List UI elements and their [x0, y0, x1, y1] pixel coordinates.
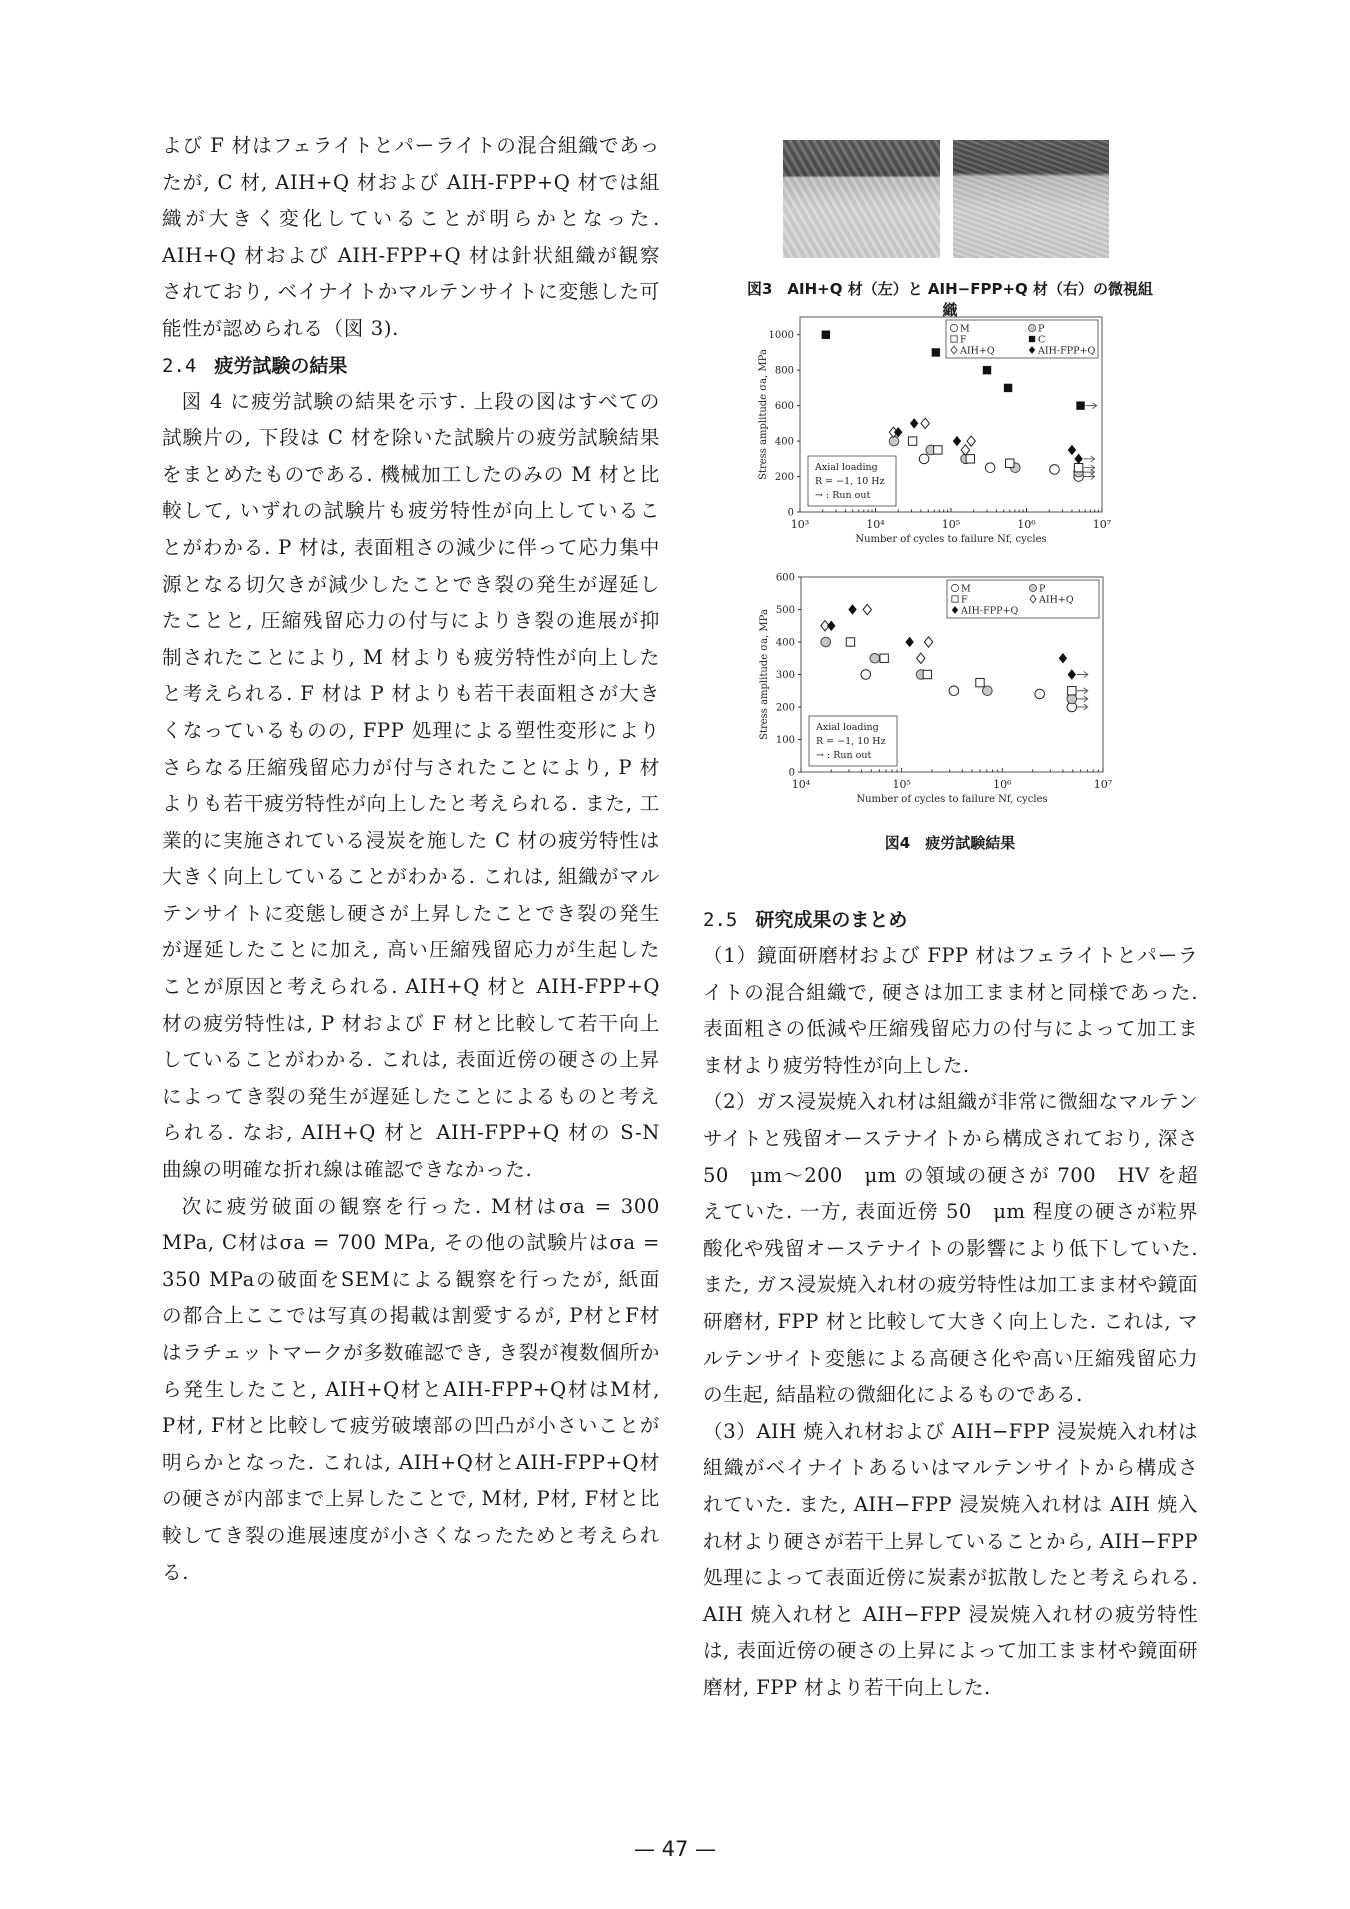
y-tick-label: 800	[774, 365, 794, 377]
legend-marker-icon	[1029, 584, 1036, 591]
data-point	[1035, 689, 1045, 699]
data-point	[870, 653, 880, 663]
legend-label: AIH-FPP+Q	[961, 605, 1019, 617]
micrograph-aih-q	[783, 140, 940, 258]
runout-arrow-icon	[1086, 403, 1097, 409]
legend-label: F	[961, 594, 968, 606]
runout-arrow-icon	[1084, 469, 1095, 475]
section-heading-2-5	[703, 902, 1198, 938]
data-point	[976, 678, 984, 686]
series-f	[908, 437, 1094, 472]
figure-3-caption: 図3 AIH+Q 材（左）と AIH−FPP+Q 材（右）の微視組織	[746, 280, 1154, 319]
legend-label: AIH+Q	[1039, 594, 1074, 606]
annotation-line: R = −1, 10 Hz	[815, 476, 885, 487]
series-f	[846, 638, 1088, 695]
data-point	[910, 418, 918, 428]
y-tick-label: 400	[774, 436, 794, 448]
data-point	[863, 604, 871, 614]
x-tick-label: 10⁴	[866, 518, 885, 531]
data-point	[889, 436, 899, 446]
annotation-line: → : Run out	[816, 750, 872, 761]
data-point	[917, 653, 925, 663]
legend-label: F	[960, 334, 967, 346]
legend-marker	[951, 336, 957, 342]
x-tick-label: 10⁷	[1093, 778, 1113, 791]
y-tick-label: 0	[787, 507, 794, 519]
micrograph-aih-fpp-q	[953, 140, 1109, 258]
y-tick-label: 1000	[768, 330, 794, 342]
runout-arrow-icon	[1084, 474, 1095, 480]
x-tick-label: 10⁵	[941, 518, 961, 531]
legend-marker-icon	[1028, 324, 1035, 331]
paragraph-fatigue-results: 図 4 に疲労試験の結果を示す. 上段の図はすべての試験片の, 下段は C 材を除いた試験片の疲労試験結果をまとめたものである. 機械加工したのみの M 材と比較して, いずれの試験片も疲労特性が向上していることがわかる. P 材は, 表面粗さの減少に伴って応力集中源となる切欠きが減少したことでき裂の発生が遅延したことと, 圧縮残留応力の付与によりき裂の進展が抑制されたことにより, M 材よりも疲労特性が向上したと考えられる. F 材は P 材よりも若干表面粗さが大きくなっているものの, FPP 処理による塑性変形によりさらなる圧縮残留応力が付与されたことにより, P 材よりも若干疲労特性が向上したと考えられる. また, 工業的に実施されている浸炭を施した C 材の疲労特性は大きく向上していることがわかる. これは, 組織がマルテンサイトに変態し硬さが上昇したことでき裂の発生が遅延したことに加え, 高い圧縮残留応力が生起したことが原因と考えられる. AIH+Q 材と AIH-FPP+Q 材の疲労特性は, P 材および F 材と比較して若干向上していることがわかる. これは, 表面近傍の硬さの上昇によってき裂の発生が遅延したことによるものと考えられる. なお, AIH+Q 材と AIH-FPP+Q 材の S-N 曲線の明確な折れ線は確認できなかった.	[162, 389, 660, 1182]
legend-marker-icon	[952, 596, 958, 602]
data-point	[921, 418, 929, 428]
data-point	[985, 463, 995, 473]
legend-marker-icon	[951, 584, 958, 591]
legend-label: P	[1039, 583, 1046, 595]
summary-item-2: （2）ガス浸炭焼入れ材は組織が非常に微細なマルテンサイトと残留オーステナイトから構成されており, 深さ 50 μm～200 μm の領域の硬さが 700 HV を超えていた. 一方, 表面近傍 50 μm 程度の硬さが粒界酸化や残留オーステナイトの影響により低下していた. また, ガス浸炭焼入れ材の疲労特性は加工まま材や鏡面研磨材, FPP 材と比較して大きく向上した. これは, マルテンサイト変態による高硬さ化や高い圧縮残留応力の生起, 結晶粒の微細化によるものである.	[703, 1090, 1198, 1407]
legend-marker	[1029, 336, 1035, 342]
data-point	[880, 654, 888, 662]
legend-marker	[951, 584, 958, 591]
y-tick-label: 200	[774, 472, 794, 484]
data-point	[1068, 445, 1076, 455]
legend-marker	[950, 324, 957, 331]
data-point	[923, 670, 931, 678]
annotation-line: R = −1, 10 Hz	[816, 736, 886, 747]
legend-marker-icon	[951, 336, 957, 342]
y-tick-label: 200	[775, 702, 795, 714]
y-tick-label: 100	[775, 735, 795, 746]
data-point	[919, 454, 929, 464]
section-title: 研究成果のまとめ	[755, 909, 908, 931]
loading-annotation	[809, 716, 897, 766]
data-point	[932, 348, 940, 356]
data-point	[861, 670, 871, 680]
section-number: 2.4	[162, 354, 197, 377]
legend-marker-icon	[950, 324, 957, 331]
data-point	[934, 446, 942, 454]
annotation-line: Axial loading	[816, 722, 879, 733]
data-point	[967, 436, 975, 446]
series-m	[861, 670, 1088, 712]
x-axis-label: Number of cycles to failure Nf, cycles	[856, 794, 1048, 805]
legend-label: AIH+Q	[960, 345, 995, 357]
paragraph-fracture-observation: 次に疲労破面の観察を行った. M材はσa = 300 MPa, C材はσa = 700 MPa, その他の試験片はσa = 350 MPaの破面をSEMによる観察を行ったが, 紙面の都合上ここでは写真の掲載は割愛するが, P材とF材はラチェットマークが多数確認でき, き裂が複数個所から発生したこと, AIH+Q材とAIH-FPP+Q材はM材, P材, F材と比較して疲労破壊部の凹凸が小さいことが明らかとなった. これは, AIH+Q材とAIH-FPP+Q材の硬さが内部まで上昇したことで, M材, P材, F材と比較してき裂の進展速度が小さくなったためと考えられる.	[162, 1194, 660, 1584]
left-column	[162, 128, 660, 1591]
legend-marker-icon	[1029, 336, 1035, 342]
runout-arrow-icon	[1084, 456, 1095, 462]
data-point	[848, 604, 856, 614]
data-point	[1050, 465, 1060, 475]
y-tick-label: 600	[774, 401, 794, 413]
summary-item-1: （1）鏡面研磨材および FPP 材はフェライトとパーライトの混合組織で, 硬さは加工まま材と同様であった. 表面粗さの低減や圧縮残留応力の付与によって加工まま材より疲労特性が向上した.	[703, 944, 1198, 1077]
legend-label: M	[961, 583, 971, 595]
data-point	[1076, 401, 1084, 409]
paragraph-intro: よび F 材はフェライトとパーライトの混合組織であったが, C 材, AIH+Q 材および AIH-FPP+Q 材では組織が大きく変化していることが明らかとなった. AIH+Q 材および AIH-FPP+Q 材は針状組織が観察されており, ベイナイトかマルテンサイトに変態した可能性が認められる（図 3).	[162, 134, 660, 340]
runout-arrow-icon	[1077, 672, 1088, 678]
data-point	[827, 621, 835, 631]
data-point	[961, 445, 969, 455]
y-tick-label: 600	[775, 572, 795, 584]
data-point	[846, 638, 854, 646]
y-axis-label: Stress amplitude σa, MPa	[759, 609, 770, 740]
figure-4-caption: 図4 疲労試験結果	[884, 834, 1016, 852]
y-axis-label: Stress amplitude σa, MPa	[758, 349, 769, 480]
runout-arrow-icon	[1077, 688, 1088, 694]
runout-arrow-icon	[1077, 704, 1088, 710]
x-tick-label: 10⁶	[993, 778, 1012, 791]
annotation-line: Axial loading	[815, 462, 878, 473]
legend-label: P	[1038, 323, 1045, 335]
y-tick-label: 300	[775, 670, 795, 681]
data-point	[1068, 687, 1076, 695]
data-point	[1068, 669, 1076, 679]
y-tick-label: 0	[788, 767, 795, 779]
data-point	[1074, 463, 1082, 471]
data-point	[822, 331, 830, 339]
section-number: 2.5	[703, 909, 738, 931]
y-tick-label: 500	[775, 605, 795, 616]
x-tick-label: 10³	[790, 518, 810, 531]
loading-annotation	[808, 456, 896, 506]
data-point	[983, 686, 993, 696]
sn-chart-all-specimens	[700, 300, 1120, 550]
annotation-line: → : Run out	[815, 490, 871, 501]
data-point	[821, 637, 831, 647]
legend-label: M	[960, 323, 970, 335]
legend-label: AIH-FPP+Q	[1038, 345, 1096, 357]
data-point	[905, 637, 913, 647]
sn-chart-excluding-c	[700, 565, 1120, 815]
x-axis-label: Number of cycles to failure Nf, cycles	[855, 534, 1047, 545]
page-number: — 47 —	[633, 1837, 717, 1861]
legend	[947, 580, 1099, 618]
x-tick-label: 10⁶	[1017, 518, 1036, 531]
data-point	[983, 366, 991, 374]
data-point	[1067, 694, 1077, 704]
summary-item-3: （3）AIH 焼入れ材および AIH−FPP 浸炭焼入れ材は組織がベイナイトあるいはマルテンサイトから構成されていた. また, AIH−FPP 浸炭焼入れ材は AIH 焼入れ材より硬さが若干上昇していることから, AIH−FPP 処理によって表面近傍に炭素が拡散したと考えられる. AIH 焼入れ材と AIH−FPP 浸炭焼入れ材の疲労特性は, 表面近傍の硬さの上昇によって加工まま材や鏡面研磨材, FPP 材より若干向上した.	[703, 1419, 1198, 1699]
legend-marker	[952, 596, 958, 602]
data-point	[953, 436, 961, 446]
runout-arrow-icon	[1077, 696, 1088, 702]
y-tick-label: 400	[775, 637, 795, 649]
data-point	[924, 637, 932, 647]
data-point	[908, 437, 916, 445]
data-point	[1059, 653, 1067, 663]
data-point	[966, 455, 974, 463]
legend-label: C	[1038, 334, 1046, 346]
right-column	[703, 902, 1198, 1706]
legend	[946, 320, 1098, 358]
data-point	[1074, 454, 1082, 464]
x-tick-label: 10⁵	[892, 778, 911, 791]
section-title: 疲労試験の結果	[214, 354, 348, 377]
section-heading-2-4	[162, 348, 660, 384]
x-tick-label: 10⁴	[791, 778, 811, 791]
runout-arrow-icon	[1084, 465, 1095, 471]
x-tick-label: 10⁷	[1092, 518, 1112, 531]
data-point	[949, 686, 959, 696]
data-point	[1004, 384, 1012, 392]
legend-marker	[1029, 584, 1036, 591]
data-point	[1006, 459, 1014, 467]
legend-marker	[1028, 324, 1035, 331]
